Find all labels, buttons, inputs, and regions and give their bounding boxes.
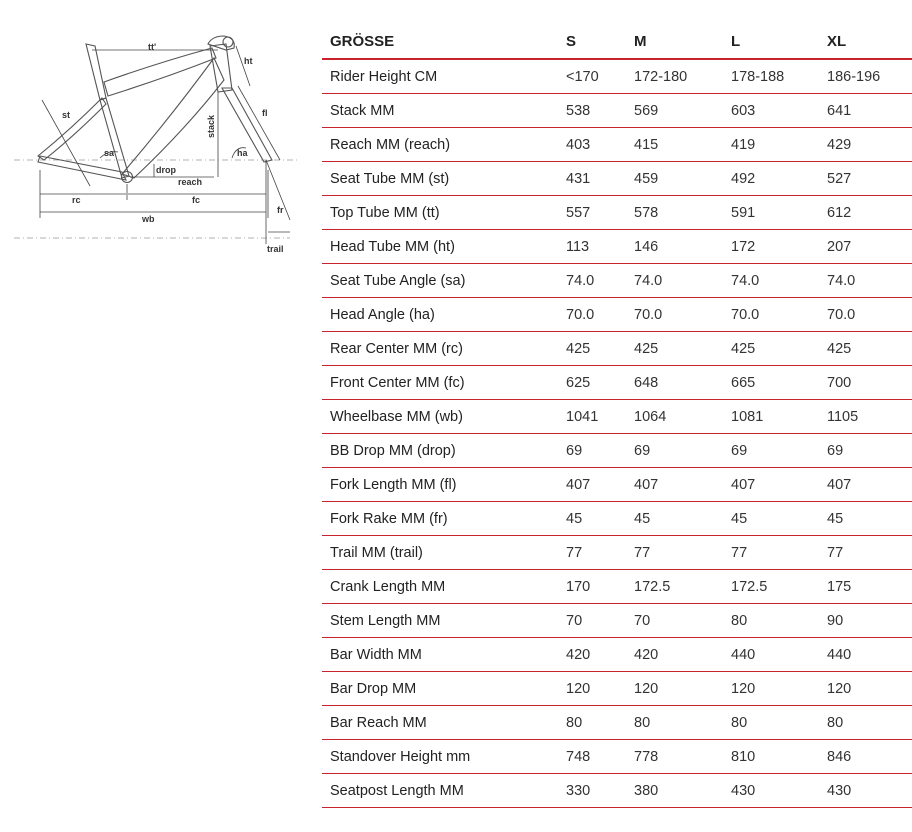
table-row <box>322 570 912 604</box>
cell-size-m: 45 <box>626 502 723 536</box>
table-row <box>322 128 912 162</box>
cell-size-xl: 440 <box>819 638 912 672</box>
frame-outline <box>38 36 272 183</box>
table-row <box>322 604 912 638</box>
cell-size-m: 415 <box>626 128 723 162</box>
cell-size-s: 113 <box>558 230 626 264</box>
cell-size-s: 420 <box>558 638 626 672</box>
cell-size-m: 380 <box>626 774 723 808</box>
table-row <box>322 468 912 502</box>
cell-size-s: 70 <box>558 604 626 638</box>
geometry-table-header <box>322 24 912 59</box>
cell-size-m: 459 <box>626 162 723 196</box>
fl-label: fl <box>262 108 268 118</box>
table-row <box>322 536 912 570</box>
table-row <box>322 298 912 332</box>
cell-size-xl: 45 <box>819 502 912 536</box>
dimension-lines <box>40 46 290 244</box>
table-row <box>322 230 912 264</box>
rc-label: rc <box>72 195 81 205</box>
cell-size-xl: 120 <box>819 672 912 706</box>
cell-size-l: 70.0 <box>723 298 819 332</box>
table-row <box>322 400 912 434</box>
cell-size-xl: 612 <box>819 196 912 230</box>
row-label: Bar Width MM <box>322 638 558 672</box>
table-row <box>322 672 912 706</box>
cell-size-m: 778 <box>626 740 723 774</box>
geometry-table-body <box>322 59 912 808</box>
cell-size-l: 172 <box>723 230 819 264</box>
row-label: Head Tube MM (ht) <box>322 230 558 264</box>
cell-size-xl: 430 <box>819 774 912 808</box>
cell-size-s: 77 <box>558 536 626 570</box>
row-label: Fork Length MM (fl) <box>322 468 558 502</box>
row-label: Rider Height CM <box>322 59 558 94</box>
cell-size-l: 603 <box>723 94 819 128</box>
fc-label: fc <box>192 195 201 205</box>
row-label: Rear Center MM (rc) <box>322 332 558 366</box>
size-xl-header: XL <box>819 24 912 59</box>
cell-size-s: 425 <box>558 332 626 366</box>
cell-size-xl: 846 <box>819 740 912 774</box>
table-row <box>322 638 912 672</box>
size-s-header: S <box>558 24 626 59</box>
cell-size-m: 407 <box>626 468 723 502</box>
row-label: Bar Drop MM <box>322 672 558 706</box>
row-label: Wheelbase MM (wb) <box>322 400 558 434</box>
size-m-header: M <box>626 24 723 59</box>
cell-size-s: 403 <box>558 128 626 162</box>
cell-size-xl: 175 <box>819 570 912 604</box>
cell-size-s: 45 <box>558 502 626 536</box>
cell-size-m: 74.0 <box>626 264 723 298</box>
row-label: Crank Length MM <box>322 570 558 604</box>
table-row <box>322 434 912 468</box>
row-label: Stack MM <box>322 94 558 128</box>
row-label: Top Tube MM (tt) <box>322 196 558 230</box>
table-row <box>322 740 912 774</box>
row-label: Trail MM (trail) <box>322 536 558 570</box>
cell-size-m: 69 <box>626 434 723 468</box>
cell-size-s: 431 <box>558 162 626 196</box>
cell-size-l: 425 <box>723 332 819 366</box>
stack-label: stack <box>206 114 216 138</box>
cell-size-m: 172-180 <box>626 59 723 94</box>
cell-size-s: 70.0 <box>558 298 626 332</box>
cell-size-xl: 1105 <box>819 400 912 434</box>
cell-size-m: 70 <box>626 604 723 638</box>
cell-size-xl: 407 <box>819 468 912 502</box>
size-l-header: L <box>723 24 819 59</box>
table-row <box>322 706 912 740</box>
cell-size-l: 74.0 <box>723 264 819 298</box>
table-row <box>322 94 912 128</box>
trail-label: trail <box>267 244 284 254</box>
cell-size-m: 120 <box>626 672 723 706</box>
cell-size-m: 648 <box>626 366 723 400</box>
cell-size-l: 80 <box>723 706 819 740</box>
cell-size-xl: 641 <box>819 94 912 128</box>
row-label: Fork Rake MM (fr) <box>322 502 558 536</box>
cell-size-m: 70.0 <box>626 298 723 332</box>
wb-label: wb <box>142 214 155 224</box>
cell-size-l: 69 <box>723 434 819 468</box>
table-row <box>322 264 912 298</box>
cell-size-s: 748 <box>558 740 626 774</box>
cell-size-l: 407 <box>723 468 819 502</box>
row-label: Bar Reach MM <box>322 706 558 740</box>
cell-size-xl: 527 <box>819 162 912 196</box>
cell-size-l: 80 <box>723 604 819 638</box>
geometry-table <box>322 24 912 808</box>
reach-label: reach <box>178 177 203 187</box>
cell-size-l: 430 <box>723 774 819 808</box>
cell-size-s: 538 <box>558 94 626 128</box>
cell-size-s: 1041 <box>558 400 626 434</box>
tt-label: tt' <box>148 42 157 52</box>
row-label: Front Center MM (fc) <box>322 366 558 400</box>
cell-size-l: 77 <box>723 536 819 570</box>
geometry-diagram <box>0 0 310 270</box>
row-label: Head Angle (ha) <box>322 298 558 332</box>
cell-size-s: 330 <box>558 774 626 808</box>
cell-size-m: 1064 <box>626 400 723 434</box>
cell-size-xl: 207 <box>819 230 912 264</box>
table-row <box>322 366 912 400</box>
cell-size-l: 172.5 <box>723 570 819 604</box>
table-row <box>322 774 912 808</box>
table-row <box>322 332 912 366</box>
ht-label: ht <box>244 56 253 66</box>
row-label: Standover Height mm <box>322 740 558 774</box>
cell-size-xl: 186-196 <box>819 59 912 94</box>
cell-size-m: 80 <box>626 706 723 740</box>
cell-size-s: 74.0 <box>558 264 626 298</box>
bike-frame-drawing <box>0 0 310 270</box>
cell-size-s: 69 <box>558 434 626 468</box>
sa-label: sa <box>104 148 115 158</box>
cell-size-l: 492 <box>723 162 819 196</box>
cell-size-xl: 74.0 <box>819 264 912 298</box>
cell-size-s: 80 <box>558 706 626 740</box>
cell-size-l: 591 <box>723 196 819 230</box>
table-row <box>322 59 912 94</box>
row-label: Seat Tube MM (st) <box>322 162 558 196</box>
cell-size-xl: 77 <box>819 536 912 570</box>
cell-size-m: 77 <box>626 536 723 570</box>
cell-size-s: 625 <box>558 366 626 400</box>
cell-size-m: 569 <box>626 94 723 128</box>
cell-size-xl: 90 <box>819 604 912 638</box>
cell-size-xl: 700 <box>819 366 912 400</box>
st-label: st <box>62 110 71 120</box>
row-label: Reach MM (reach) <box>322 128 558 162</box>
cell-size-xl: 425 <box>819 332 912 366</box>
header-row <box>322 24 912 59</box>
ha-label: ha <box>237 148 248 158</box>
cell-size-m: 425 <box>626 332 723 366</box>
table-row <box>322 502 912 536</box>
row-label: Stem Length MM <box>322 604 558 638</box>
cell-size-l: 440 <box>723 638 819 672</box>
cell-size-xl: 429 <box>819 128 912 162</box>
cell-size-m: 172.5 <box>626 570 723 604</box>
cell-size-l: 178-188 <box>723 59 819 94</box>
cell-size-xl: 69 <box>819 434 912 468</box>
cell-size-s: 120 <box>558 672 626 706</box>
cell-size-m: 146 <box>626 230 723 264</box>
cell-size-l: 45 <box>723 502 819 536</box>
cell-size-s: 557 <box>558 196 626 230</box>
cell-size-m: 420 <box>626 638 723 672</box>
cell-size-l: 1081 <box>723 400 819 434</box>
row-label: Seatpost Length MM <box>322 774 558 808</box>
cell-size-l: 120 <box>723 672 819 706</box>
cell-size-s: 170 <box>558 570 626 604</box>
drop-label: drop <box>156 165 176 175</box>
row-label: BB Drop MM (drop) <box>322 434 558 468</box>
fr-label: fr <box>277 205 284 215</box>
row-label: Seat Tube Angle (sa) <box>322 264 558 298</box>
cell-size-l: 419 <box>723 128 819 162</box>
cell-size-l: 665 <box>723 366 819 400</box>
cell-size-xl: 70.0 <box>819 298 912 332</box>
size-column-header: GRÖSSE <box>322 24 558 59</box>
cell-size-m: 578 <box>626 196 723 230</box>
cell-size-l: 810 <box>723 740 819 774</box>
cell-size-xl: 80 <box>819 706 912 740</box>
table-row <box>322 196 912 230</box>
table-row <box>322 162 912 196</box>
cell-size-s: 407 <box>558 468 626 502</box>
cell-size-s: <170 <box>558 59 626 94</box>
